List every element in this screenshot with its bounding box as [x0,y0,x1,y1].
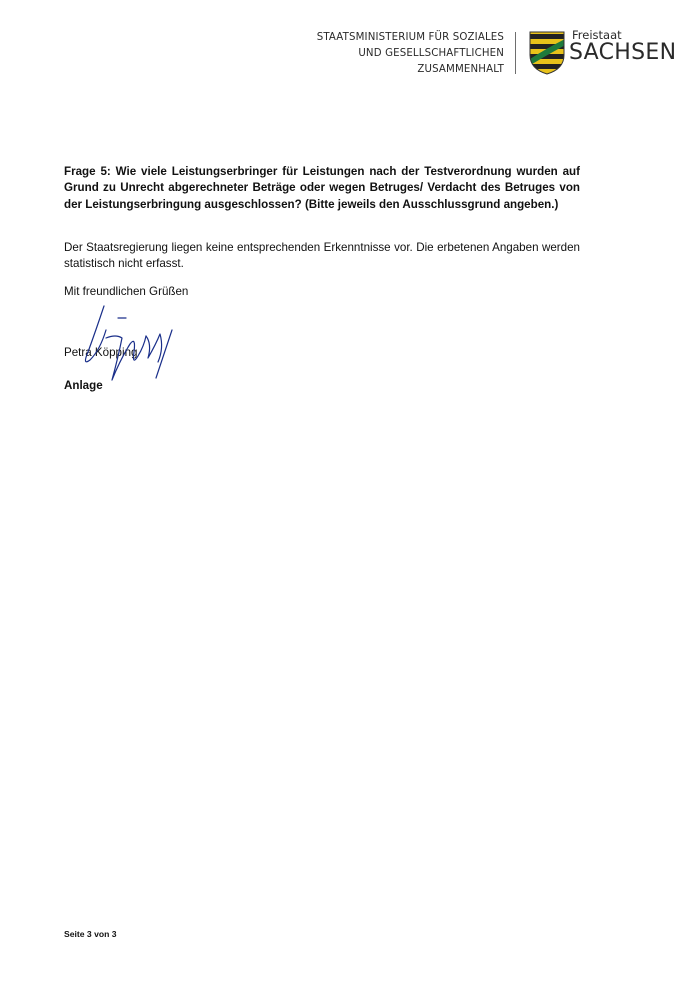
ministry-line-3: ZUSAMMENHALT [417,64,504,75]
question-text: Frage 5: Wie viele Leistungserbringer für Leistungen nach der Testverordnung wurden auf Grund zu Unrecht abgerechneter Beträge oder wegen Betruges/ Verdacht des Betruges von der Leistungserbringung ausgeschlossen? (Bitte jeweils den Ausschlussgrund angeben.) [64,165,580,211]
saxony-coat-of-arms-icon [529,31,565,75]
header-divider [515,32,516,74]
handwritten-signature-icon [60,300,190,400]
ministry-line-1: STAATSMINISTERIUM FÜR SOZIALES [316,32,504,43]
brand-freistaat: Freistaat [572,28,622,42]
ministry-name [317,30,504,78]
page-number: Seite 3 von 3 [64,929,117,939]
ministry-line-2: UND GESELLSCHAFTLICHEN [358,48,504,59]
signatory-name: Petra Köpping [64,346,138,359]
brand-sachsen: SACHSEN [569,40,677,65]
closing-greeting: Mit freundlichen Grüßen [64,285,189,298]
answer-text: Der Staatsregierung liegen keine entsprechenden Erkenntnisse vor. Die erbetenen Angaben werden statistisch nicht erfasst. [64,241,580,271]
enclosure-label: Anlage [64,379,103,392]
